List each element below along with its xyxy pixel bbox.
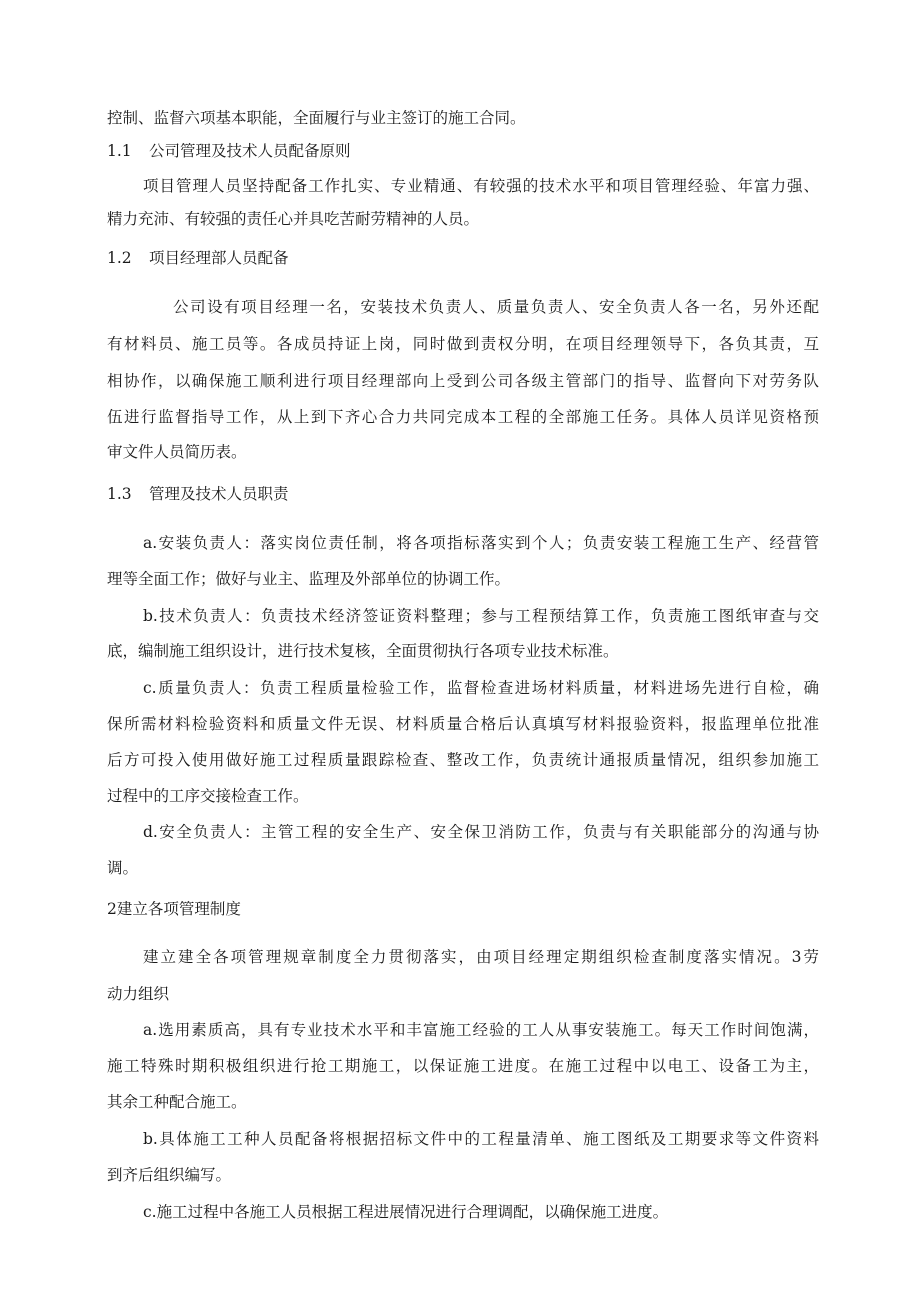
paragraph-line: 公司设有项目经理一名，安装技术负责人、质量负责人、安全负责人各一名，另外还配 (173, 298, 819, 316)
list-item-line: 保所需材料检验资料和质量文件无误、材料质量合格后认真填写材料报验资料，报监理单位批准 (107, 715, 819, 733)
list-item-line: 过程中的工序交接检查工作。 (107, 787, 309, 805)
section-number: 1.3 (107, 485, 132, 503)
list-item-line: d.安全负责人：主管工程的安全生产、安全保卫消防工作，负责与有关职能部分的沟通与协 (143, 823, 819, 841)
paragraph-line: 动力组织 (107, 985, 170, 1003)
section-title: 管理及技术人员职责 (149, 485, 289, 503)
list-item-line: 其余工种配合施工。 (107, 1093, 247, 1111)
section-1-2-heading (107, 247, 819, 269)
list-item-line: 底，编制施工组织设计，进行技术复核，全面贯彻执行各项专业技术标准。 (107, 642, 619, 660)
section-number: 1.1 (107, 142, 132, 160)
paragraph-line: 审文件人员简历表。 (107, 443, 247, 461)
intro-line: 控制、监督六项基本职能，全面履行与业主签订的施工合同。 (107, 109, 526, 127)
list-item-line: c.质量负责人：负责工程质量检验工作，监督检查进场材料质量，材料进场先进行自检，确 (143, 679, 819, 697)
section-1-3-heading (107, 483, 819, 505)
paragraph-line: 有材料员、施工员等。各成员持证上岗，同时做到责权分明，在项目经理领导下，各负其责，互 (107, 335, 819, 353)
paragraph-line: 建立建全各项管理规章制度全力贯彻落实，由项目经理定期组织检查制度落实情况。3劳 (143, 948, 819, 966)
list-item-line: 调。 (107, 859, 139, 877)
section-title: 公司管理及技术人员配备原则 (149, 142, 351, 160)
list-item-line: a.选用素质高，具有专业技术水平和丰富施工经验的工人从事安装施工。每天工作时间饱满， (143, 1021, 819, 1039)
list-item-line: 施工特殊时期积极组织进行抢工期施工，以保证施工进度。在施工过程中以电工、设备工为主， (107, 1057, 819, 1075)
section-1-1-heading (107, 140, 819, 162)
list-item-line: b.技术负责人：负责技术经济签证资料整理；参与工程预结算工作，负责施工图纸审查与交 (143, 607, 819, 625)
paragraph-line: 相协作，以确保施工顺利进行项目经理部向上受到公司各级主管部门的指导、监督向下对劳务队 (107, 372, 819, 390)
paragraph-line: 伍进行监督指导工作，从上到下齐心合力共同完成本工程的全部施工任务。具体人员详见资格预 (107, 408, 819, 426)
list-item-line: a.安装负责人：落实岗位责任制，将各项指标落实到个人；负责安装工程施工生产、经营管 (143, 534, 819, 552)
list-item-line: c.施工过程中各施工人员根据工程进展情况进行合理调配，以确保施工进度。 (143, 1203, 669, 1221)
list-item-line: 理等全面工作；做好与业主、监理及外部单位的协调工作。 (107, 570, 511, 588)
paragraph-line: 项目管理人员坚持配备工作扎实、专业精通、有较强的技术水平和项目管理经验、年富力强、 (143, 177, 819, 195)
list-item-line: 到齐后组织编写。 (107, 1166, 232, 1184)
paragraph-line: 精力充沛、有较强的责任心并具吃苦耐劳精神的人员。 (107, 210, 480, 228)
list-item-line: 后方可投入使用做好施工过程质量跟踪检查、整改工作，负责统计通报质量情况，组织参加施工 (107, 751, 819, 769)
list-item-line: b.具体施工工种人员配备将根据招标文件中的工程量清单、施工图纸及工期要求等文件资料 (143, 1130, 819, 1148)
section-number: 1.2 (107, 249, 132, 267)
section-2-heading: 2建立各项管理制度 (107, 900, 241, 918)
section-title: 项目经理部人员配备 (149, 249, 289, 267)
